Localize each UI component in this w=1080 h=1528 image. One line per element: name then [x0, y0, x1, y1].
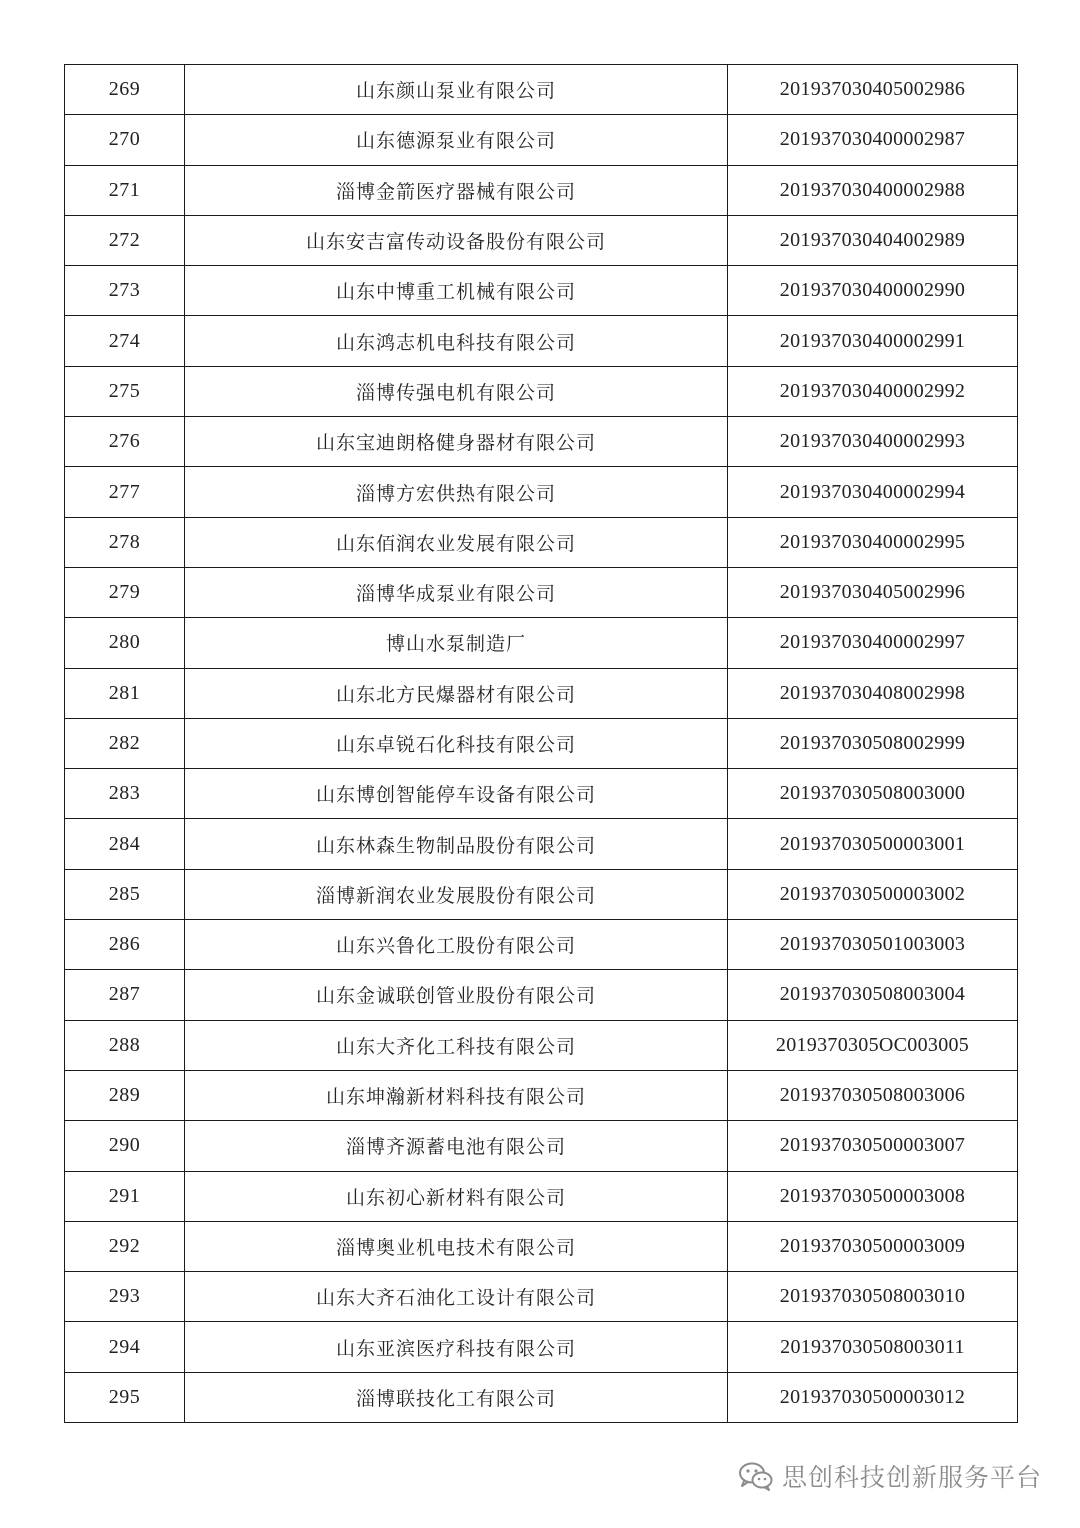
- company-name-cell: 淄博奥业机电技术有限公司: [185, 1221, 728, 1271]
- company-name-cell: 淄博传强电机有限公司: [185, 366, 728, 416]
- company-name-cell: 山东坤瀚新材料科技有限公司: [185, 1070, 728, 1120]
- company-name-cell: 山东兴鲁化工股份有限公司: [185, 920, 728, 970]
- row-number-cell: 279: [65, 567, 185, 617]
- company-name-cell: 淄博金箭医疗器械有限公司: [185, 165, 728, 215]
- company-name-cell: 山东亚滨医疗科技有限公司: [185, 1322, 728, 1372]
- row-number-cell: 287: [65, 970, 185, 1020]
- company-list-table: [64, 64, 1018, 1423]
- registration-code-cell: 201937030500003007: [728, 1121, 1018, 1171]
- table-row: [65, 1070, 1018, 1120]
- company-name-cell: 山东卓锐石化科技有限公司: [185, 718, 728, 768]
- table-row: [65, 920, 1018, 970]
- registration-code-cell: 201937030408002998: [728, 668, 1018, 718]
- watermark-text: 思创科技创新服务平台: [781, 1463, 1042, 1492]
- registration-code-cell: 201937030400002993: [728, 417, 1018, 467]
- registration-code-cell: 201937030508003006: [728, 1070, 1018, 1120]
- registration-code-cell: 201937030500003008: [728, 1171, 1018, 1221]
- row-number-cell: 291: [65, 1171, 185, 1221]
- table-row: [65, 115, 1018, 165]
- table-row: [65, 1221, 1018, 1271]
- registration-code-cell: 201937030508003000: [728, 769, 1018, 819]
- registration-code-cell: 201937030400002992: [728, 366, 1018, 416]
- company-name-cell: 博山水泵制造厂: [185, 618, 728, 668]
- row-number-cell: 280: [65, 618, 185, 668]
- row-number-cell: 293: [65, 1272, 185, 1322]
- table-row: [65, 970, 1018, 1020]
- table-row: [65, 266, 1018, 316]
- row-number-cell: 282: [65, 718, 185, 768]
- company-name-cell: 山东颜山泵业有限公司: [185, 65, 728, 115]
- row-number-cell: 278: [65, 517, 185, 567]
- registration-code-cell: 201937030500003009: [728, 1221, 1018, 1271]
- registration-code-cell: 201937030400002990: [728, 266, 1018, 316]
- row-number-cell: 277: [65, 467, 185, 517]
- row-number-cell: 295: [65, 1372, 185, 1422]
- table-row: [65, 1372, 1018, 1422]
- registration-code-cell: 201937030501003003: [728, 920, 1018, 970]
- table-row: [65, 467, 1018, 517]
- table-row: [65, 165, 1018, 215]
- company-name-cell: 山东佰润农业发展有限公司: [185, 517, 728, 567]
- company-name-cell: 淄博方宏供热有限公司: [185, 467, 728, 517]
- registration-code-cell: 201937030500003001: [728, 819, 1018, 869]
- table-row: [65, 869, 1018, 919]
- row-number-cell: 294: [65, 1322, 185, 1372]
- company-name-cell: 山东北方民爆器材有限公司: [185, 668, 728, 718]
- registration-code-cell: 201937030404002989: [728, 215, 1018, 265]
- registration-code-cell: 201937030508003004: [728, 970, 1018, 1020]
- table-row: [65, 618, 1018, 668]
- registration-code-cell: 2019370305OC003005: [728, 1020, 1018, 1070]
- row-number-cell: 274: [65, 316, 185, 366]
- table-row: [65, 517, 1018, 567]
- row-number-cell: 275: [65, 366, 185, 416]
- registration-code-cell: 201937030500003002: [728, 869, 1018, 919]
- row-number-cell: 292: [65, 1221, 185, 1271]
- row-number-cell: 283: [65, 769, 185, 819]
- company-name-cell: 山东初心新材料有限公司: [185, 1171, 728, 1221]
- row-number-cell: 288: [65, 1020, 185, 1070]
- table-row: [65, 1322, 1018, 1372]
- table-row: [65, 1020, 1018, 1070]
- row-number-cell: 270: [65, 115, 185, 165]
- company-name-cell: 淄博华成泵业有限公司: [185, 567, 728, 617]
- company-name-cell: 淄博齐源蓄电池有限公司: [185, 1121, 728, 1171]
- row-number-cell: 284: [65, 819, 185, 869]
- registration-code-cell: 201937030508003011: [728, 1322, 1018, 1372]
- table-row: [65, 1171, 1018, 1221]
- company-name-cell: 山东博创智能停车设备有限公司: [185, 769, 728, 819]
- watermark: [738, 1458, 1042, 1494]
- company-name-cell: 山东德源泵业有限公司: [185, 115, 728, 165]
- table-row: [65, 819, 1018, 869]
- registration-code-cell: 201937030400002988: [728, 165, 1018, 215]
- table-body: [65, 65, 1018, 1423]
- registration-code-cell: 201937030508002999: [728, 718, 1018, 768]
- table-row: [65, 366, 1018, 416]
- company-name-cell: 山东大齐化工科技有限公司: [185, 1020, 728, 1070]
- table-row: [65, 316, 1018, 366]
- row-number-cell: 272: [65, 215, 185, 265]
- registration-code-cell: 201937030400002994: [728, 467, 1018, 517]
- registration-code-cell: 201937030500003012: [728, 1372, 1018, 1422]
- table-row: [65, 718, 1018, 768]
- registration-code-cell: 201937030400002997: [728, 618, 1018, 668]
- company-name-cell: 山东宝迪朗格健身器材有限公司: [185, 417, 728, 467]
- row-number-cell: 281: [65, 668, 185, 718]
- company-name-cell: 淄博新润农业发展股份有限公司: [185, 869, 728, 919]
- row-number-cell: 285: [65, 869, 185, 919]
- row-number-cell: 273: [65, 266, 185, 316]
- table-row: [65, 215, 1018, 265]
- table-row: [65, 1272, 1018, 1322]
- row-number-cell: 290: [65, 1121, 185, 1171]
- table-row: [65, 65, 1018, 115]
- table-row: [65, 567, 1018, 617]
- table-row: [65, 668, 1018, 718]
- company-name-cell: 山东安吉富传动设备股份有限公司: [185, 215, 728, 265]
- company-name-cell: 山东鸿志机电科技有限公司: [185, 316, 728, 366]
- row-number-cell: 289: [65, 1070, 185, 1120]
- table-row: [65, 417, 1018, 467]
- company-name-cell: 山东中博重工机械有限公司: [185, 266, 728, 316]
- row-number-cell: 271: [65, 165, 185, 215]
- row-number-cell: 269: [65, 65, 185, 115]
- registration-code-cell: 201937030405002986: [728, 65, 1018, 115]
- registration-code-cell: 201937030405002996: [728, 567, 1018, 617]
- registration-code-cell: 201937030400002991: [728, 316, 1018, 366]
- company-name-cell: 淄博联技化工有限公司: [185, 1372, 728, 1422]
- company-name-cell: 山东林森生物制品股份有限公司: [185, 819, 728, 869]
- registration-code-cell: 201937030508003010: [728, 1272, 1018, 1322]
- row-number-cell: 276: [65, 417, 185, 467]
- table-row: [65, 769, 1018, 819]
- company-name-cell: 山东大齐石油化工设计有限公司: [185, 1272, 728, 1322]
- company-list-table-wrapper: [64, 64, 1016, 1423]
- wechat-icon: [738, 1461, 774, 1491]
- row-number-cell: 286: [65, 920, 185, 970]
- registration-code-cell: 201937030400002995: [728, 517, 1018, 567]
- registration-code-cell: 201937030400002987: [728, 115, 1018, 165]
- company-name-cell: 山东金诚联创管业股份有限公司: [185, 970, 728, 1020]
- table-row: [65, 1121, 1018, 1171]
